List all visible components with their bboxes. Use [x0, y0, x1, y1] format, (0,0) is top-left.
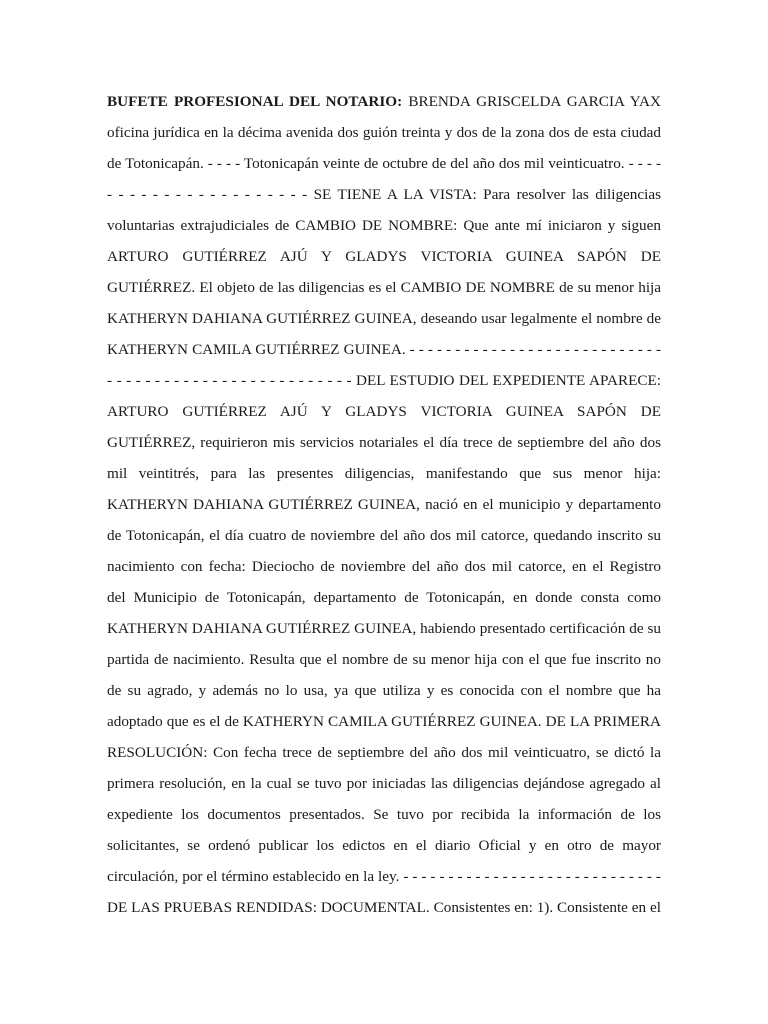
document-line: voluntarias extrajudiciales de CAMBIO DE NOMBRE: Que ante mí iniciaron y siguen	[107, 217, 661, 234]
document-line: RESOLUCIÓN: Con fecha trece de septiembre del año dos mil veinticuatro, se dictó la	[107, 744, 661, 761]
document-line: partida de nacimiento. Resulta que el nombre de su menor hija con el que fue inscrito no	[107, 651, 661, 668]
document-line: KATHERYN DAHIANA GUTIÉRREZ GUINEA, nació en el municipio y departamento	[107, 496, 661, 513]
document-line: expediente los documentos presentados. Se tuvo por recibida la información de los	[107, 806, 661, 823]
document-line: primera resolución, en la cual se tuvo por iniciadas las diligencias dejándose agregado al	[107, 775, 661, 792]
document-line: GUTIÉRREZ. El objeto de las diligencias es el CAMBIO DE NOMBRE de su menor hija	[107, 279, 661, 296]
document-line: del Municipio de Totonicapán, departamento de Totonicapán, en donde consta como	[107, 589, 661, 606]
document-line: oficina jurídica en la décima avenida dos guión treinta y dos de la zona dos de esta ciudad	[107, 124, 661, 141]
document-line: KATHERYN DAHIANA GUTIÉRREZ GUINEA, habiendo presentado certificación de su	[107, 620, 661, 637]
notary-name: BRENDA GRISCELDA GARCIA YAX	[402, 93, 661, 110]
document-line: de Totonicapán, el día cuatro de noviembre del año dos mil catorce, quedando inscrito su	[107, 527, 661, 544]
document-line: DE LAS PRUEBAS RENDIDAS: DOCUMENTAL. Consistentes en: 1). Consistente en el	[107, 899, 661, 916]
document-line: - - - - - - - - - - - - - - - - - - - - - - - - - - DEL ESTUDIO DEL EXPEDIENTE APARECE:	[107, 372, 661, 389]
document-line: circulación, por el término establecido en la ley. - - - - - - - - - - - - - - - - - - - - - - - - - - - - -	[107, 868, 661, 885]
document-line: GUTIÉRREZ, requirieron mis servicios notariales el día trece de septiembre del año dos	[107, 434, 661, 451]
document-line: ARTURO GUTIÉRREZ AJÚ Y GLADYS VICTORIA GUINEA SAPÓN DE	[107, 403, 661, 420]
document-line: de su agrado, y además no lo usa, ya que utiliza y es conocida con el nombre que ha	[107, 682, 661, 699]
document-line: adoptado que es el de KATHERYN CAMILA GUTIÉRREZ GUINEA. DE LA PRIMERA	[107, 713, 661, 730]
document-body	[107, 86, 661, 923]
notary-office-heading: BUFETE PROFESIONAL DEL NOTARIO:	[107, 93, 403, 110]
document-line: - - - - - - - - - - - - - - - - - - SE TIENE A LA VISTA: Para resolver las diligencias	[107, 186, 661, 203]
document-line: ARTURO GUTIÉRREZ AJÚ Y GLADYS VICTORIA GUINEA SAPÓN DE	[107, 248, 661, 265]
document-line: de Totonicapán. - - - - Totonicapán veinte de octubre de del año dos mil veinticuatro. - - - -	[107, 155, 661, 172]
document-line	[107, 86, 661, 117]
document-line: mil veintitrés, para las presentes diligencias, manifestando que sus menor hija:	[107, 465, 661, 482]
document-line: KATHERYN CAMILA GUTIÉRREZ GUINEA. - - - - - - - - - - - - - - - - - - - - - - - - - - - -	[107, 341, 661, 358]
document-line: solicitantes, se ordenó publicar los edictos en el diario Oficial y en otro de mayor	[107, 837, 661, 854]
document-line: KATHERYN DAHIANA GUTIÉRREZ GUINEA, deseando usar legalmente el nombre de	[107, 310, 661, 327]
document-line: nacimiento con fecha: Dieciocho de noviembre del año dos mil catorce, en el Registro	[107, 558, 661, 575]
